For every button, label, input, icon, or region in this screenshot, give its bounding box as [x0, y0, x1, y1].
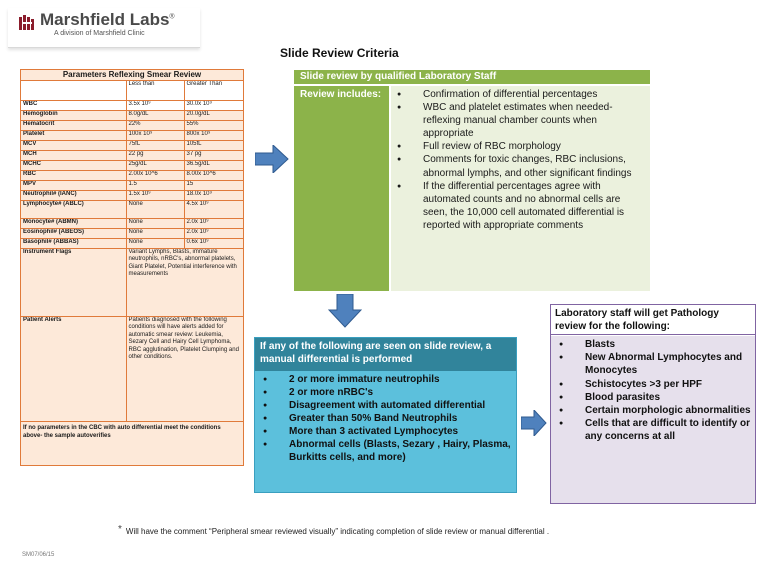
- list-item: ● 2 or more immature neutrophils: [259, 373, 512, 386]
- table-row: [21, 150, 243, 160]
- parameter-name: Lymphocyte# (ABLC): [21, 200, 126, 218]
- parameter-name: MPV: [21, 180, 126, 190]
- greater-than-value: 8.00x 10^6: [184, 170, 243, 180]
- parameter-name: WBC: [21, 100, 126, 110]
- less-than-value: 2.00x 10^6: [126, 170, 184, 180]
- col-greater-header: Greater Than: [184, 80, 243, 100]
- list-item: ● Blood parasites: [555, 391, 751, 404]
- less-than-value: None: [126, 228, 184, 238]
- table-row: [21, 100, 243, 110]
- patient-alerts-text: Patients diagnosed with the following conditions will have alerts added for automatic smear review: Leukemia, Sezary Cell and Hairy Cell Lymphoma, RBC agglutination, Platelet Clumping and other conditions.: [126, 316, 243, 421]
- arrow-right-icon: [255, 145, 289, 173]
- parameter-name: MCHC: [21, 160, 126, 170]
- parameter-name: Monocyte# (ABMN): [21, 218, 126, 228]
- pathology-review-header: Laboratory staff will get Pathology review for the following:: [551, 305, 755, 335]
- parameter-name: Platelet: [21, 130, 126, 140]
- logo-name: Marshfield Labs®: [40, 10, 175, 29]
- list-item: ● Abnormal cells (Blasts, Sezary , Hairy, Plasma, Burkitts cells, and more): [259, 438, 512, 464]
- header-blank: [21, 80, 126, 100]
- greater-than-value: 55%: [184, 120, 243, 130]
- list-item: ● Certain morphologic abnormalities: [555, 404, 751, 417]
- slide-review-header: Slide review by qualified Laboratory Staff: [294, 70, 650, 84]
- greater-than-value: 105fL: [184, 140, 243, 150]
- table-row: [21, 228, 243, 238]
- review-includes-list: [393, 88, 646, 232]
- table-row: [21, 218, 243, 228]
- table-row: [21, 190, 243, 200]
- less-than-value: None: [126, 218, 184, 228]
- greater-than-value: 18.0x 10⁹: [184, 190, 243, 200]
- greater-than-value: 800x 10⁹: [184, 130, 243, 140]
- autoverify-footer: If no parameters in the CBC with auto differential meet the conditions above- the sample autoverifies: [23, 424, 221, 439]
- footnote-text: Will have the comment “Peripheral smear reviewed visually” indicating completion of slide review or manual differential .: [125, 527, 550, 536]
- greater-than-value: 0.6x 10⁹: [184, 238, 243, 248]
- manual-differential-header: If any of the following are seen on slide review, a manual differential is performed: [255, 338, 516, 371]
- parameter-name: MCH: [21, 150, 126, 160]
- review-includes-label: Review includes:: [294, 86, 389, 291]
- greater-than-value: 37 pg: [184, 150, 243, 160]
- parameter-name: MCV: [21, 140, 126, 150]
- greater-than-value: 2.0x 10⁹: [184, 218, 243, 228]
- slide-review-box: [294, 70, 650, 291]
- list-item: ● 2 or more nRBC's: [259, 386, 512, 399]
- greater-than-value: 20.0g/dL: [184, 110, 243, 120]
- parameter-name: Eosinophil# (ABEOS): [21, 228, 126, 238]
- page-title: Slide Review Criteria: [280, 46, 399, 60]
- table-row: [21, 170, 243, 180]
- less-than-value: 100x 10⁹: [126, 130, 184, 140]
- list-item: ● Full review of RBC morphology: [393, 140, 646, 153]
- table-row: [21, 120, 243, 130]
- parameters-table-title: Parameters Reflexing Smear Review: [21, 70, 243, 80]
- less-than-value: None: [126, 200, 184, 218]
- less-than-value: 22 pg: [126, 150, 184, 160]
- less-than-value: 25g/dL: [126, 160, 184, 170]
- manual-differential-list: [259, 373, 512, 464]
- pathology-review-list: [555, 338, 751, 444]
- parameter-name: RBC: [21, 170, 126, 180]
- greater-than-value: 36.5g/dL: [184, 160, 243, 170]
- less-than-value: 22%: [126, 120, 184, 130]
- version-code: SM07/06/15: [22, 552, 55, 558]
- table-row: [21, 180, 243, 190]
- manual-differential-box: [254, 337, 517, 493]
- pathology-review-box: [550, 304, 756, 504]
- greater-than-value: 15: [184, 180, 243, 190]
- table-row: [21, 238, 243, 248]
- greater-than-value: 4.5x 10⁹: [184, 200, 243, 218]
- list-item: ● Schistocytes >3 per HPF: [555, 378, 751, 391]
- parameters-table: [20, 69, 244, 466]
- parameter-name: Basophil# (ABBAS): [21, 238, 126, 248]
- table-row: [21, 160, 243, 170]
- list-item: ● Blasts: [555, 338, 751, 351]
- table-row: [21, 110, 243, 120]
- greater-than-value: 30.0x 10⁹: [184, 100, 243, 110]
- arrow-down-icon: [328, 294, 362, 328]
- list-item: ● Greater than 50% Band Neutrophils: [259, 412, 512, 425]
- parameter-name: Hematocrit: [21, 120, 126, 130]
- instrument-flags-text: Variant Lymphs, Blasts, immature neutrophils, nRBC's, abnormal platelets, Giant Platelet, Potential interference with measurements: [126, 248, 243, 316]
- less-than-value: 1.5: [126, 180, 184, 190]
- footnote-marker: *: [118, 524, 122, 535]
- col-less-header: Less than: [126, 80, 184, 100]
- parameter-name: Hemoglobin: [21, 110, 126, 120]
- table-row: [21, 140, 243, 150]
- list-item: ● Comments for toxic changes, RBC inclusions, abnormal lymphs, and other significant findings: [393, 153, 646, 179]
- list-item: ● Confirmation of differential percentages: [393, 88, 646, 101]
- list-item: ● WBC and platelet estimates when needed- reflexing manual chamber counts when appropriate: [393, 101, 646, 140]
- instrument-flags-label: Instrument Flags: [21, 248, 126, 316]
- arrow-right-icon: [521, 410, 547, 436]
- list-item: ● Cells that are difficult to identify or any concerns at all: [555, 417, 751, 443]
- list-item: ● If the differential percentages agree with automated counts and no abnormal cells are seen, the 10,000 cell automated differential is reported with appropriate comments: [393, 180, 646, 232]
- marshfield-logo-icon: [18, 14, 36, 32]
- parameter-name: Neutrophil# (IANC): [21, 190, 126, 200]
- logo-subtitle: A division of Marshfield Clinic: [54, 30, 145, 37]
- list-item: ● More than 3 activated Lymphocytes: [259, 425, 512, 438]
- less-than-value: 1.5x 10⁹: [126, 190, 184, 200]
- footnote: [118, 524, 549, 536]
- list-item: ● New Abnormal Lymphocytes and Monocytes: [555, 351, 751, 377]
- less-than-value: 75fL: [126, 140, 184, 150]
- less-than-value: 8.0g/dL: [126, 110, 184, 120]
- logo: [8, 8, 200, 48]
- table-row: [21, 130, 243, 140]
- less-than-value: 3.5x 10⁹: [126, 100, 184, 110]
- table-row: [21, 200, 243, 218]
- patient-alerts-label: Patient Alerts: [21, 316, 126, 421]
- greater-than-value: 2.0x 10⁹: [184, 228, 243, 238]
- list-item: ● Disagreement with automated differential: [259, 399, 512, 412]
- less-than-value: None: [126, 238, 184, 248]
